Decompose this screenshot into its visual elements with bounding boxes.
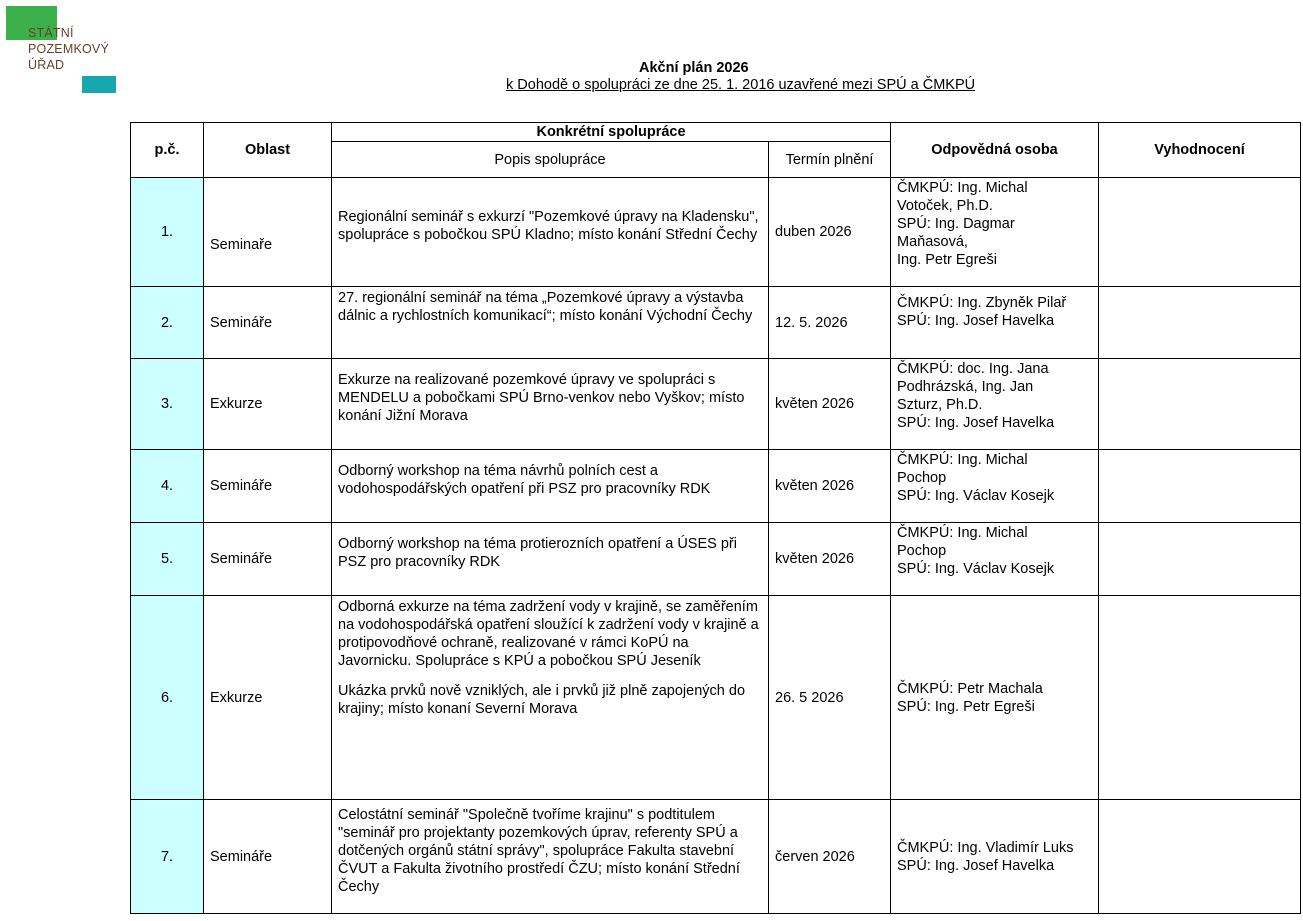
row-popis <box>332 287 769 359</box>
action-plan-table <box>130 122 1301 914</box>
osoba-line: Votoček, Ph.D. <box>897 198 993 214</box>
osoba-line: SPÚ: Ing. Petr Egreši <box>897 698 1035 715</box>
logo-line-3: ÚŘAD <box>28 58 65 72</box>
popis-text: 27. regionální seminář na téma „Pozemkové úpravy a výstavba dálnic a rychlostních komunikací“; místo konání Východní Čechy <box>338 290 753 324</box>
row-osoba <box>891 287 1099 359</box>
osoba-line: Pochop <box>897 470 947 486</box>
osoba-line: SPÚ: Ing. Josef Havelka <box>897 313 1055 329</box>
osoba-line: ČMKPÚ: Ing. Zbyněk Pilař <box>897 295 1067 311</box>
osoba-line: SPÚ: Ing. Dagmar <box>897 216 1015 232</box>
document-title: Akční plán 2026 <box>639 60 749 76</box>
popis-text-2: Ukázka prvků nově vzniklých, ale i prvků již plně zapojených do krajiny; místo konaní Severní Morava <box>338 683 746 717</box>
table-row <box>131 178 1301 287</box>
row-oblast: Exkurze <box>204 596 332 800</box>
row-osoba <box>891 523 1099 596</box>
osoba-line: Pochop <box>897 543 947 559</box>
popis-text: Exkurze na realizované pozemkové úpravy ve spolupráci s MENDELU a pobočkami SPÚ Brno-venkov nebo Vyškov; místo konání Jižní Morava <box>338 372 745 424</box>
row-number: 3. <box>131 359 204 450</box>
row-oblast: Exkurze <box>204 359 332 450</box>
osoba-line: Ing. Petr Egreši <box>897 252 997 268</box>
row-number: 1. <box>131 178 204 287</box>
row-popis <box>332 596 769 800</box>
row-vyhodnoceni <box>1099 596 1301 800</box>
header-termin: Termín plnění <box>769 142 891 178</box>
row-popis <box>332 800 769 914</box>
header-popis: Popis spolupráce <box>332 142 769 178</box>
osoba-line: Szturz, Ph.D. <box>897 397 983 413</box>
logo-line-1: STÁTNÍ <box>28 26 74 40</box>
header-vyhodnoceni: Vyhodnocení <box>1099 123 1301 178</box>
row-termin: květen 2026 <box>769 450 891 523</box>
row-number: 6. <box>131 596 204 800</box>
logo-line-2: POZEMKOVÝ <box>28 42 109 56</box>
osoba-line: SPÚ: Ing. Václav Kosejk <box>897 561 1055 577</box>
row-vyhodnoceni <box>1099 287 1301 359</box>
row-vyhodnoceni <box>1099 178 1301 287</box>
row-vyhodnoceni <box>1099 450 1301 523</box>
table-row <box>131 450 1301 523</box>
logo-teal-block <box>82 76 116 93</box>
row-oblast: Semináře <box>204 450 332 523</box>
row-oblast: Semináře <box>204 523 332 596</box>
table-row <box>131 523 1301 596</box>
row-oblast: Semináře <box>204 287 332 359</box>
table-row <box>131 359 1301 450</box>
row-popis <box>332 359 769 450</box>
row-popis <box>332 178 769 287</box>
osoba-line: ČMKPÚ: Ing. Michal <box>897 452 1028 468</box>
row-termin: květen 2026 <box>769 359 891 450</box>
header-osoba: Odpovědná osoba <box>891 123 1099 178</box>
table-row <box>131 800 1301 914</box>
row-oblast: Semináře <box>204 800 332 914</box>
row-number: 4. <box>131 450 204 523</box>
row-vyhodnoceni <box>1099 359 1301 450</box>
row-termin: 26. 5 2026 <box>769 596 891 800</box>
row-vyhodnoceni <box>1099 800 1301 914</box>
row-popis <box>332 523 769 596</box>
row-osoba <box>891 596 1099 800</box>
row-number: 5. <box>131 523 204 596</box>
row-popis <box>332 450 769 523</box>
row-termin: červen 2026 <box>769 800 891 914</box>
table-row <box>131 596 1301 800</box>
osoba-line: ČMKPÚ: Ing. Michal <box>897 180 1028 196</box>
row-termin: květen 2026 <box>769 523 891 596</box>
row-osoba <box>891 800 1099 914</box>
osoba-line: ČMKPÚ: Petr Machala <box>897 680 1043 697</box>
table-row <box>131 287 1301 359</box>
header-group: Konkrétní spolupráce <box>332 123 891 142</box>
osoba-line: SPÚ: Ing. Václav Kosejk <box>897 488 1055 504</box>
row-osoba <box>891 359 1099 450</box>
popis-text: Celostátní seminář "Společně tvoříme krajinu" s podtitulem "seminář pro projektanty pozemkových úprav, referenty SPÚ a dotčených orgánů státní správy", spolupráce Fakulta stavební ČVUT a Fakulta životního prostředí ČZU; místo konání Střední Čechy <box>338 807 740 895</box>
osoba-line: ČMKPÚ: Ing. Vladimír Luks <box>897 839 1074 856</box>
popis-text: Odborný workshop na téma návrhů polních cest a vodohospodářských opatření při PSZ pro pracovníky RDK <box>338 463 711 497</box>
row-number: 7. <box>131 800 204 914</box>
row-oblast: Seminaře <box>204 178 332 287</box>
popis-text: Regionální seminář s exkurzí "Pozemkové úpravy na Kladensku", spolupráce s pobočkou SPÚ Kladno; místo konání Střední Čechy <box>338 209 759 243</box>
row-osoba <box>891 450 1099 523</box>
popis-text: Odborná exkurze na téma zadržení vody v krajině, se zaměřením na vodohospodářská opatření sloužící k zadržení vody v krajině a protipovodňové ochraně, realizované v rámci KoPÚ na Javornicku. Spolupráce s KPÚ a pobočkou SPÚ Jeseník <box>338 599 759 669</box>
popis-text: Odborný workshop na téma protierozních opatření a ÚSES při PSZ pro pracovníky RDK <box>338 536 737 570</box>
osoba-line: ČMKPÚ: doc. Ing. Jana <box>897 361 1049 377</box>
row-termin: duben 2026 <box>769 178 891 287</box>
row-osoba <box>891 178 1099 287</box>
row-termin: 12. 5. 2026 <box>769 287 891 359</box>
row-vyhodnoceni <box>1099 523 1301 596</box>
spu-logo <box>0 0 130 100</box>
logo-text <box>28 25 109 73</box>
header-oblast: Oblast <box>204 123 332 178</box>
osoba-line: SPÚ: Ing. Josef Havelka <box>897 857 1055 874</box>
osoba-line: Maňasová, <box>897 234 968 250</box>
row-number: 2. <box>131 287 204 359</box>
osoba-line: Podhrázská, Ing. Jan <box>897 379 1034 395</box>
osoba-line: ČMKPÚ: Ing. Michal <box>897 525 1028 541</box>
osoba-line: SPÚ: Ing. Josef Havelka <box>897 415 1055 431</box>
document-subtitle: k Dohodě o spolupráci ze dne 25. 1. 2016 uzavřené mezi SPÚ a ČMKPÚ <box>506 77 976 93</box>
header-pc: p.č. <box>131 123 204 178</box>
